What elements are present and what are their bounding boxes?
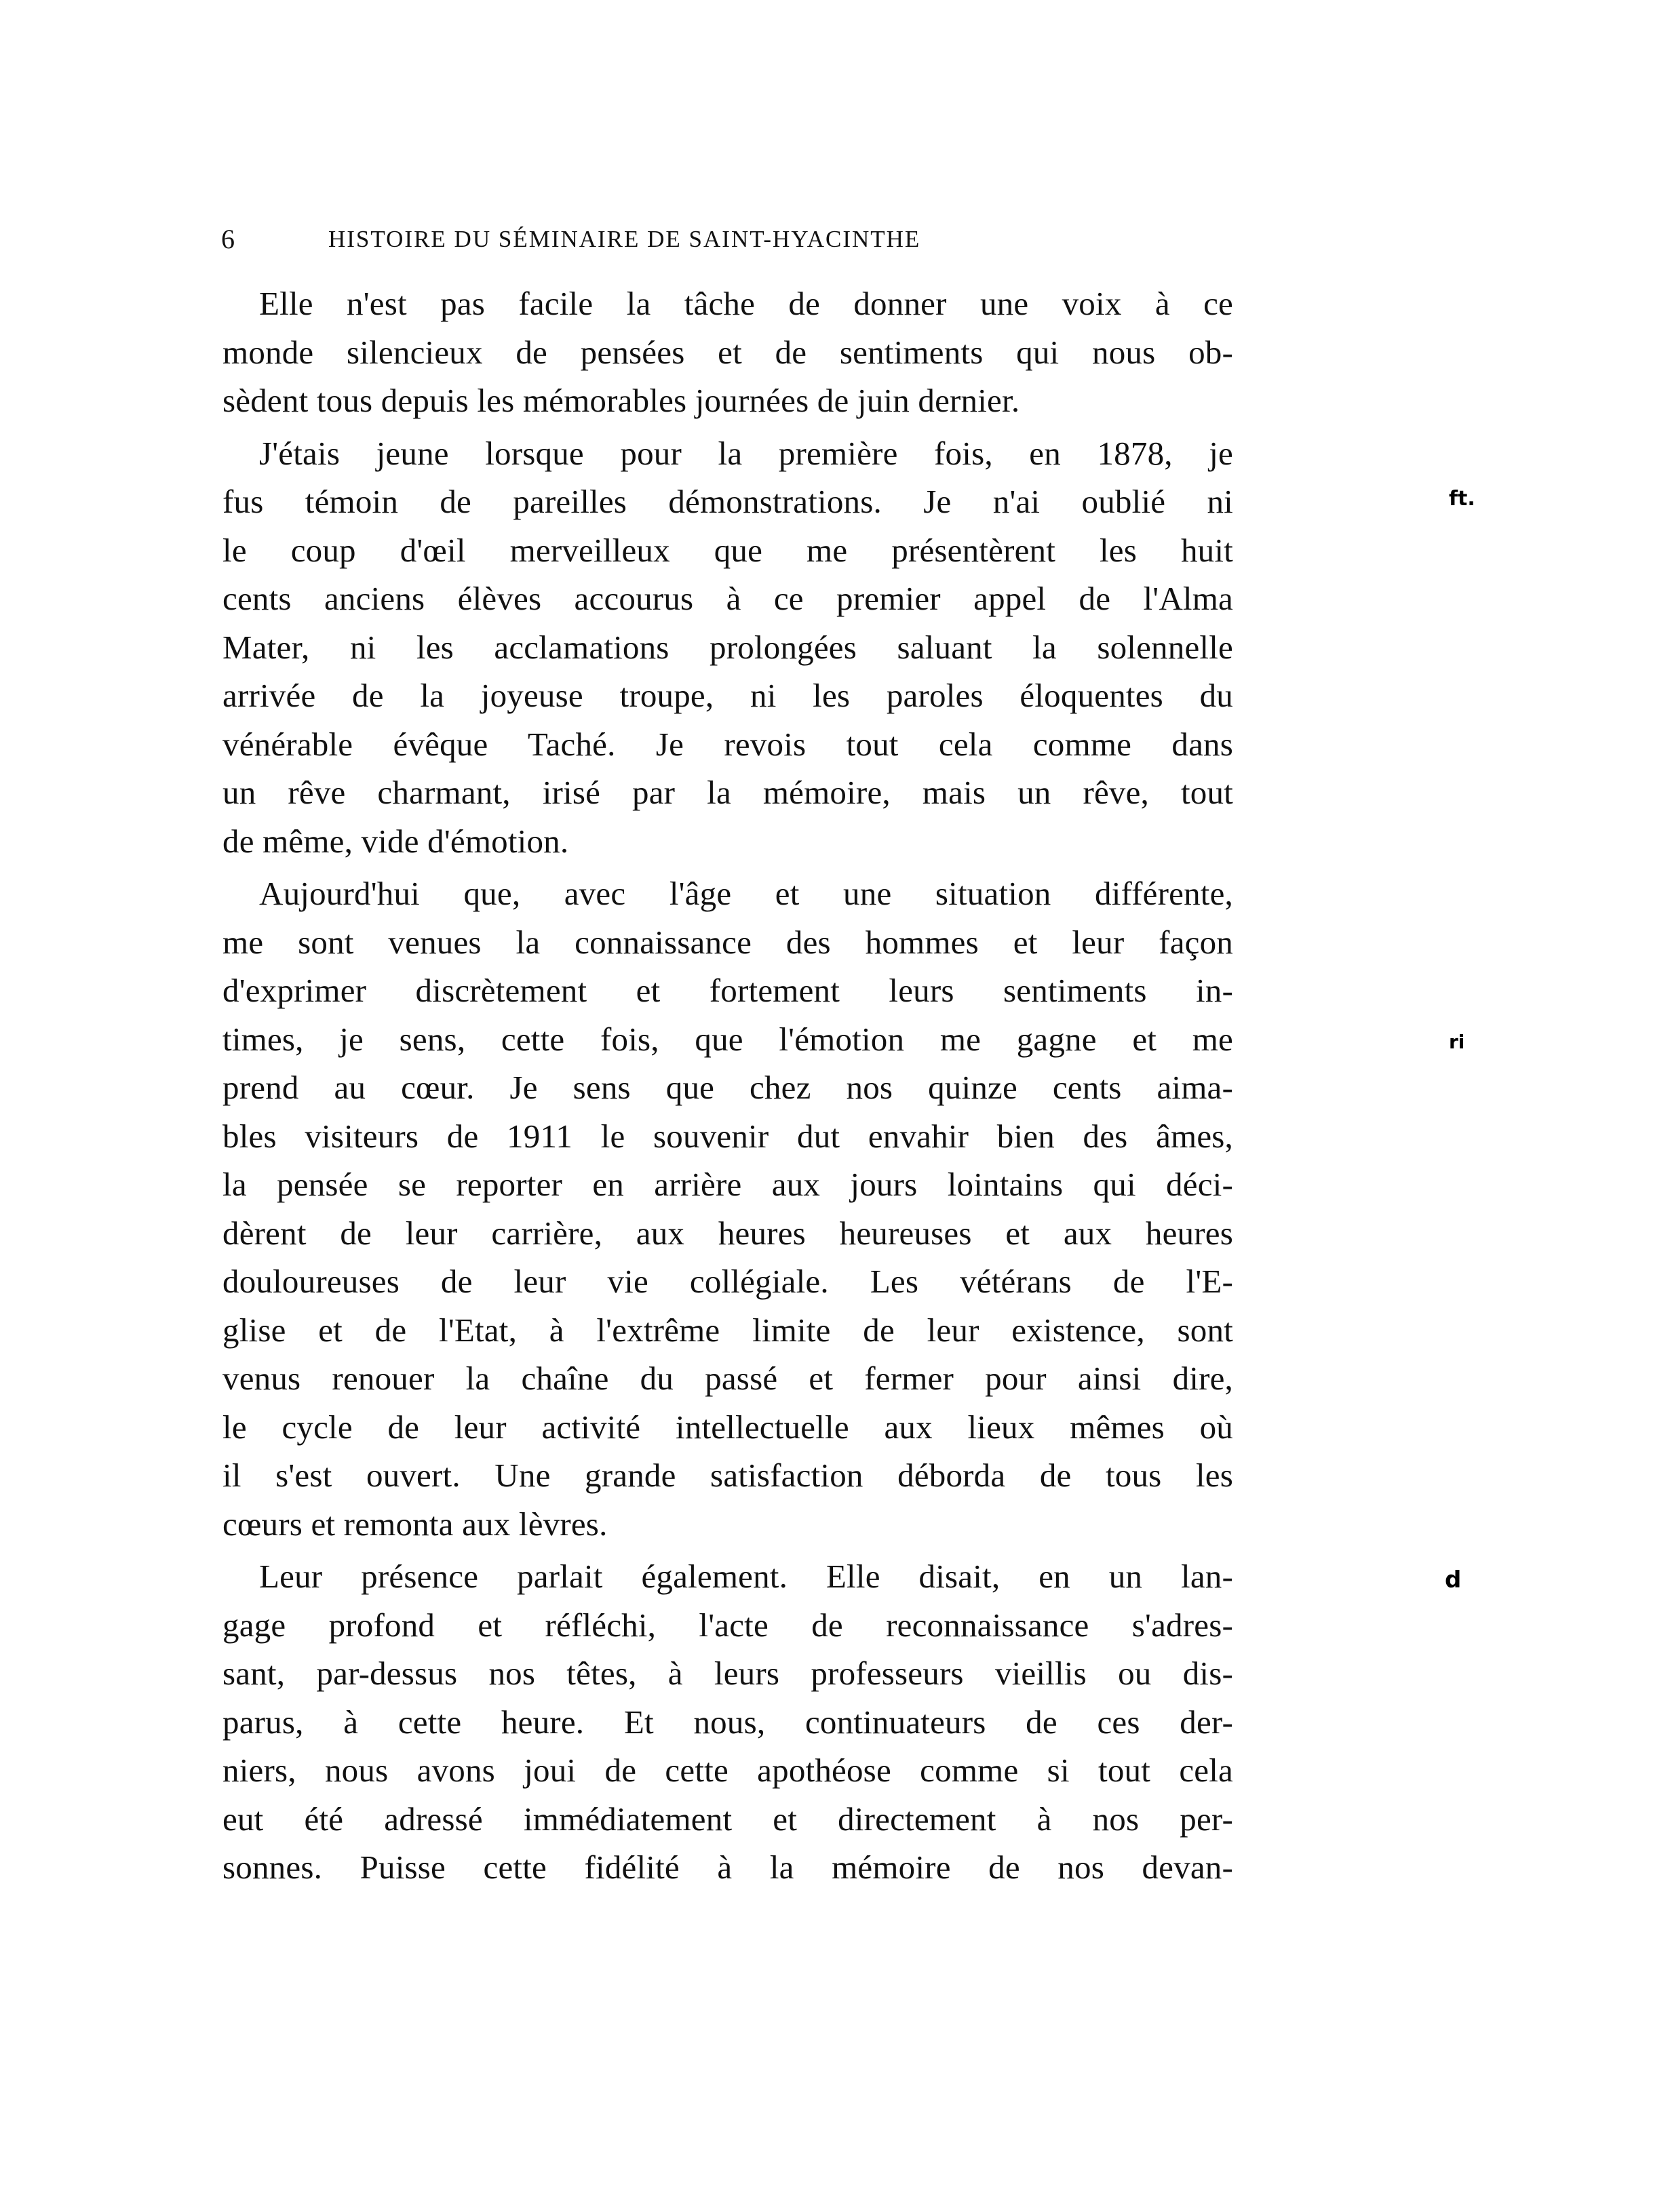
text-line: Leur présence parlait également. Elle disait, en un lan- xyxy=(259,1558,1233,1595)
text-line: Aujourd'hui que, avec l'âge et une situation différente, xyxy=(259,875,1233,912)
paragraph-3 xyxy=(222,869,1233,1548)
text-line: niers, nous avons joui de cette apothéose comme si tout cela xyxy=(222,1752,1233,1789)
running-head: HISTOIRE DU SÉMINAIRE DE SAINT-HYACINTHE xyxy=(328,226,921,252)
text-line: dèrent de leur carrière, aux heures heureuses et aux heures xyxy=(222,1214,1233,1252)
text-line: cents anciens élèves accourus à ce premier appel de l'Alma xyxy=(222,580,1233,617)
margin-mark: ri xyxy=(1449,1031,1465,1053)
text-line: il s'est ouvert. Une grande satisfaction déborda de tous les xyxy=(222,1457,1233,1494)
text-line: Mater, ni les acclamations prolongées saluant la solennelle xyxy=(222,628,1233,666)
text-line: le coup d'œil merveilleux que me présentèrent les huit xyxy=(222,531,1233,569)
text-line: le cycle de leur activité intellectuelle aux lieux mêmes où xyxy=(222,1408,1233,1446)
text-line: un rêve charmant, irisé par la mémoire, mais un rêve, tout xyxy=(222,774,1233,811)
text-line: de même, vide d'émotion. xyxy=(222,822,569,860)
text-line: venus renouer la chaîne du passé et fermer pour ainsi dire, xyxy=(222,1360,1233,1397)
text-line: cœurs et remonta aux lèvres. xyxy=(222,1505,608,1543)
text-line: vénérable évêque Taché. Je revois tout cela comme dans xyxy=(222,725,1233,763)
text-line: eut été adressé immédiatement et directement à nos per- xyxy=(222,1800,1233,1838)
paragraph-4 xyxy=(222,1552,1233,1892)
margin-mark: d xyxy=(1445,1566,1462,1594)
text-line: douloureuses de leur vie collégiale. Les vétérans de l'E- xyxy=(222,1263,1233,1300)
text-line: arrivée de la joyeuse troupe, ni les paroles éloquentes du xyxy=(222,677,1233,714)
text-line: J'étais jeune lorsque pour la première fois, en 1878, je xyxy=(259,434,1233,472)
text-line: glise et de l'Etat, à l'extrême limite de leur existence, sont xyxy=(222,1311,1233,1349)
text-line: sant, par-dessus nos têtes, à leurs professeurs vieillis ou dis- xyxy=(222,1655,1233,1692)
text-line: gage profond et réfléchi, l'acte de reconnaissance s'adres- xyxy=(222,1606,1233,1644)
body-text xyxy=(222,279,1233,1896)
margin-mark: ft. xyxy=(1449,487,1475,511)
page-header xyxy=(221,221,1232,258)
text-line: la pensée se reporter en arrière aux jours lointains qui déci- xyxy=(222,1166,1233,1203)
text-line: parus, à cette heure. Et nous, continuateurs de ces der- xyxy=(222,1703,1233,1741)
page-number: 6 xyxy=(221,224,235,254)
text-line: monde silencieux de pensées et de sentiments qui nous ob- xyxy=(222,333,1233,371)
paragraph-2 xyxy=(222,429,1233,866)
text-line: times, je sens, cette fois, que l'émotion me gagne et me xyxy=(222,1020,1233,1058)
paragraph-1 xyxy=(222,279,1233,425)
text-line: sèdent tous depuis les mémorables journées de juin dernier. xyxy=(222,382,1020,419)
text-line: me sont venues la connaissance des hommes et leur façon xyxy=(222,923,1233,961)
text-line: prend au cœur. Je sens que chez nos quinze cents aima- xyxy=(222,1069,1233,1106)
text-line: fus témoin de pareilles démonstrations. Je n'ai oublié ni xyxy=(222,483,1233,520)
text-line: sonnes. Puisse cette fidélité à la mémoire de nos devan- xyxy=(222,1849,1233,1886)
text-line: Elle n'est pas facile la tâche de donner une voix à ce xyxy=(259,285,1233,322)
text-line: bles visiteurs de 1911 le souvenir dut envahir bien des âmes, xyxy=(222,1117,1233,1155)
text-line: d'exprimer discrètement et fortement leurs sentiments in- xyxy=(222,972,1233,1009)
